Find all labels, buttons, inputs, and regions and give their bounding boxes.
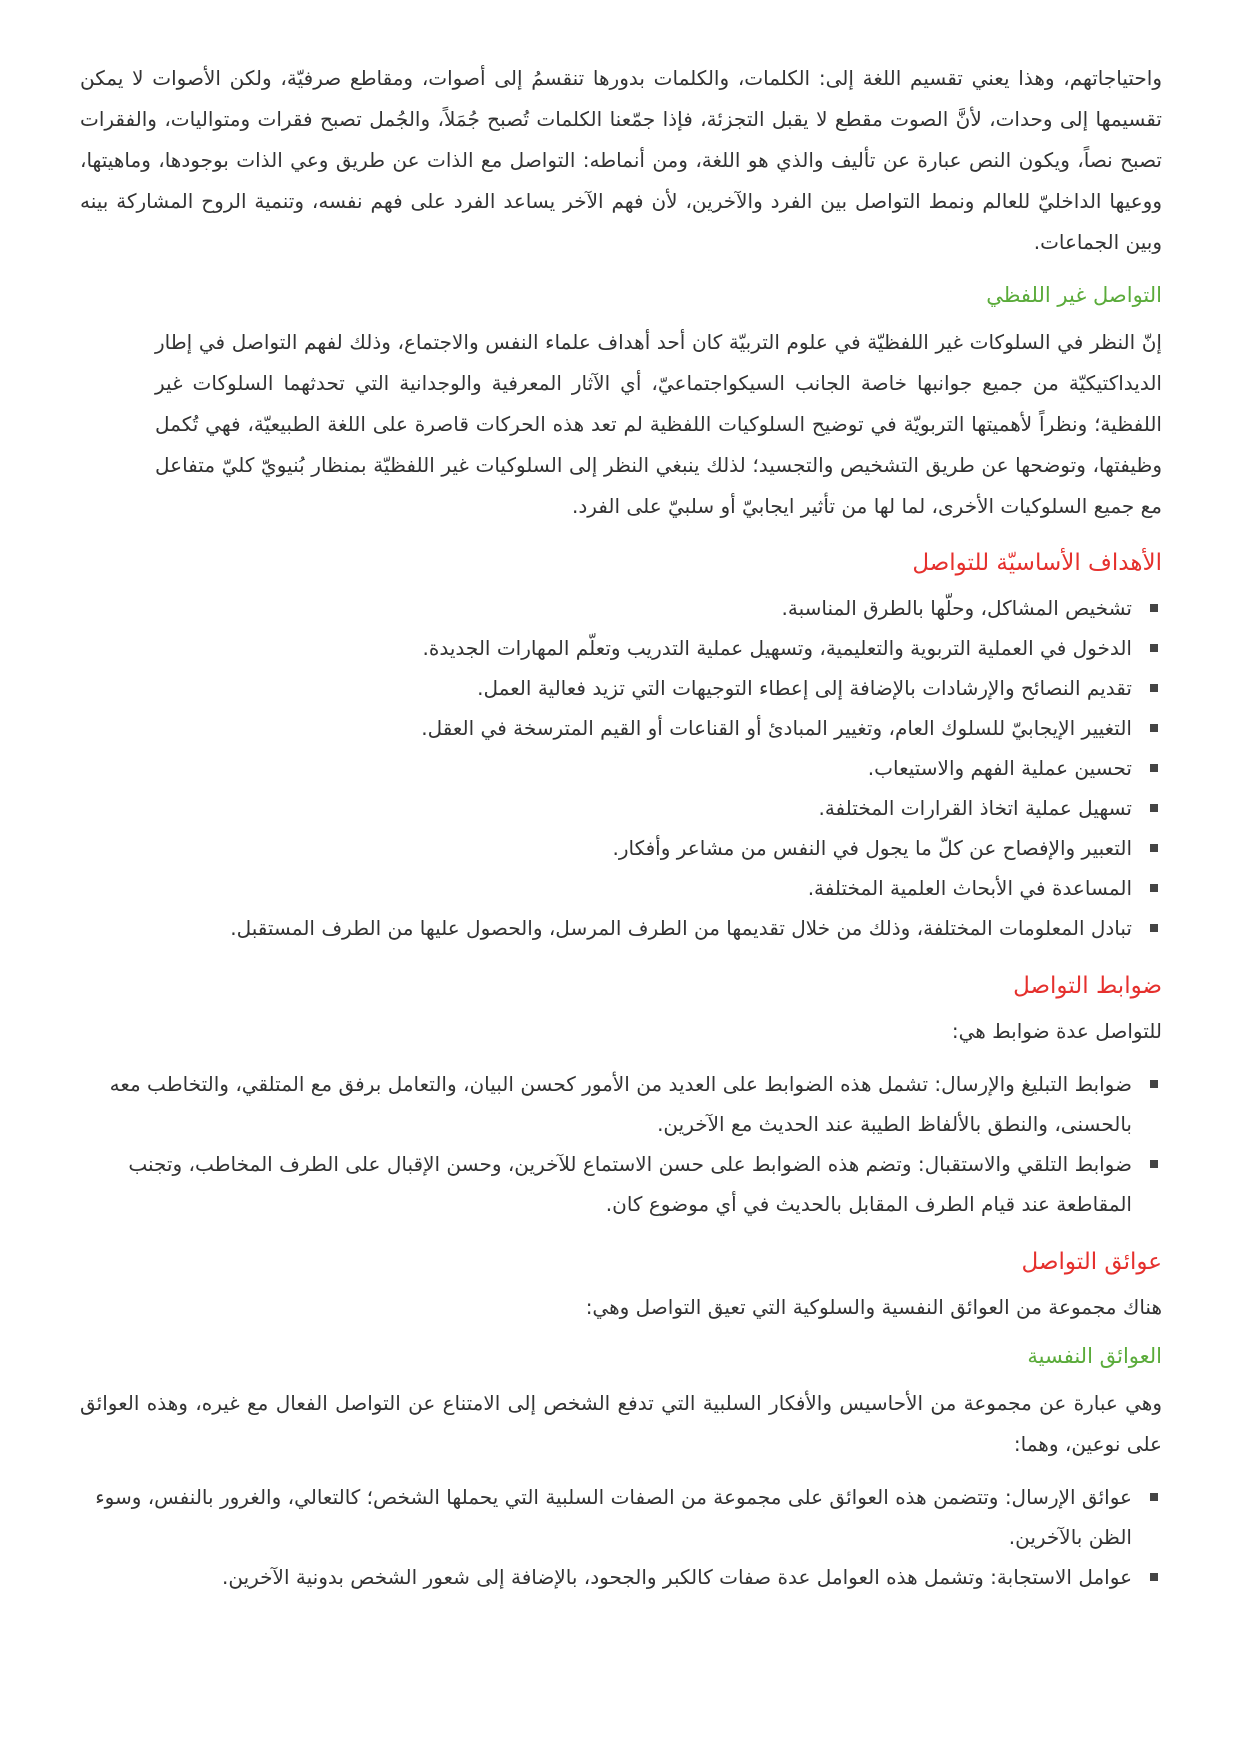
square-bullet-icon xyxy=(1150,684,1158,692)
square-bullet-icon xyxy=(1150,924,1158,932)
square-bullet-icon xyxy=(1150,844,1158,852)
list-item: تحسين عملية الفهم والاستيعاب. xyxy=(80,748,1162,788)
psych-obstacles-paragraph: وهي عبارة عن مجموعة من الأحاسيس والأفكار السلبية التي تدفع الشخص إلى الامتناع عن التواصل الفعال مع غيره، وهذه العوائق على نوعين، وهما: xyxy=(80,1391,1162,1456)
square-bullet-icon xyxy=(1150,1080,1158,1088)
controls-list xyxy=(80,1064,1162,1224)
nonverbal-paragraph: إنّ النظر في السلوكات غير اللفظيّة في علوم التربيّة كان أحد أهداف علماء النفس والاجتماع، وذلك لفهم التواصل في إطار الديداكتيكيّة من جميع جوانبها خاصة الجانب السيكواجتماعيّ، أي الآثار المعرفية والوجدانية التي تحدثهما السلوكات غير اللفظية؛ ونظراً لأهميتها التربويّة في توضيح السلوكيات اللفظية لم تعد هذه الحركات قاصرة على اللغة الطبيعيّة، فهي تُكمل وظيفتها، وتوضحها عن طريق التشخيص والتجسيد؛ لذلك ينبغي النظر إلى السلوكيات غير اللفظيّة بمنظار بُنيويّ كليّ متفاعل مع جميع السلوكيات الأخرى، لما لها من تأثير ايجابيّ أو سلبيّ على الفرد. xyxy=(155,330,1162,518)
list-item: تقديم النصائح والإرشادات بالإضافة إلى إعطاء التوجيهات التي تزيد فعالية العمل. xyxy=(80,668,1162,708)
list-item: تسهيل عملية اتخاذ القرارات المختلفة. xyxy=(80,788,1162,828)
list-item: تشخيص المشاكل، وحلّها بالطرق المناسبة. xyxy=(80,588,1162,628)
list-item: عوامل الاستجابة: وتشمل هذه العوامل عدة صفات كالكبر والجحود، بالإضافة إلى شعور الشخص بدونية الآخرين. xyxy=(80,1557,1162,1597)
square-bullet-icon xyxy=(1150,764,1158,772)
square-bullet-icon xyxy=(1150,804,1158,812)
goals-list xyxy=(80,588,1162,948)
list-item: التغيير الإيجابيّ للسلوك العام، وتغيير المبادئ أو القناعات أو القيم المترسخة في العقل. xyxy=(80,708,1162,748)
nonverbal-heading: التواصل غير اللفظي xyxy=(986,283,1162,307)
obstacles-list xyxy=(80,1477,1162,1597)
list-item: المساعدة في الأبحاث العلمية المختلفة. xyxy=(80,868,1162,908)
obstacles-heading: عوائق التواصل xyxy=(1021,1249,1162,1275)
obstacles-intro: هناك مجموعة من العوائق النفسية والسلوكية التي تعيق التواصل وهي: xyxy=(585,1295,1162,1319)
square-bullet-icon xyxy=(1150,724,1158,732)
square-bullet-icon xyxy=(1150,644,1158,652)
square-bullet-icon xyxy=(1150,884,1158,892)
list-item: ضوابط التلقي والاستقبال: وتضم هذه الضوابط على حسن الاستماع للآخرين، وحسن الإقبال على الطرف المخاطب، وتجنب المقاطعة عند قيام الطرف المقابل بالحديث في أي موضوع كان. xyxy=(80,1144,1162,1224)
list-item: تبادل المعلومات المختلفة، وذلك من خلال تقديمها من الطرف المرسل، والحصول عليها من الطرف المستقبل. xyxy=(80,908,1162,948)
list-item: ضوابط التبليغ والإرسال: تشمل هذه الضوابط على العديد من الأمور كحسن البيان، والتعامل برفق مع المتلقي، والتخاطب معه بالحسنى، والنطق بالألفاظ الطيبة عند الحديث مع الآخرين. xyxy=(80,1064,1162,1144)
square-bullet-icon xyxy=(1150,1493,1158,1501)
list-item: الدخول في العملية التربوية والتعليمية، وتسهيل عملية التدريب وتعلّم المهارات الجديدة. xyxy=(80,628,1162,668)
controls-heading: ضوابط التواصل xyxy=(1013,973,1162,999)
square-bullet-icon xyxy=(1150,1160,1158,1168)
list-item: التعبير والإفصاح عن كلّ ما يجول في النفس من مشاعر وأفكار. xyxy=(80,828,1162,868)
controls-intro: للتواصل عدة ضوابط هي: xyxy=(951,1019,1162,1043)
square-bullet-icon xyxy=(1150,604,1158,612)
square-bullet-icon xyxy=(1150,1573,1158,1581)
psych-obstacles-heading: العوائق النفسية xyxy=(1027,1344,1162,1368)
intro-paragraph: واحتياجاتهم، وهذا يعني تقسيم اللغة إلى: الكلمات، والكلمات بدورها تنقسمُ إلى أصوات، ومقاطع صرفيّة، ولكن الأصوات لا يمكن تقسيمها إلى وحدات، لأنَّ الصوت مقطع لا يقبل التجزئة، فإذا جمّعنا الكلمات تُصبح جُمَلاً، والجُمل تصبح فقرات ومتواليات، والفقرات تصبح نصاً، ويكون النص عبارة عن تأليف والذي هو اللغة، ومن أنماطه: التواصل مع الذات عن طريق وعي الذات بوجودها، وماهيتها، ووعيها الداخليّ للعالم ونمط التواصل بين الفرد والآخرين، لأن فهم الآخر يساعد الفرد على فهم نفسه، وتنمية الروح المشاركة بينه وبين الجماعات. xyxy=(80,66,1162,254)
list-item: عوائق الإرسال: وتتضمن هذه العوائق على مجموعة من الصفات السلبية التي يحملها الشخص؛ كالتعالي، والغرور بالنفس، وسوء الظن بالآخرين. xyxy=(80,1477,1162,1557)
goals-heading: الأهداف الأساسيّة للتواصل xyxy=(912,550,1162,576)
